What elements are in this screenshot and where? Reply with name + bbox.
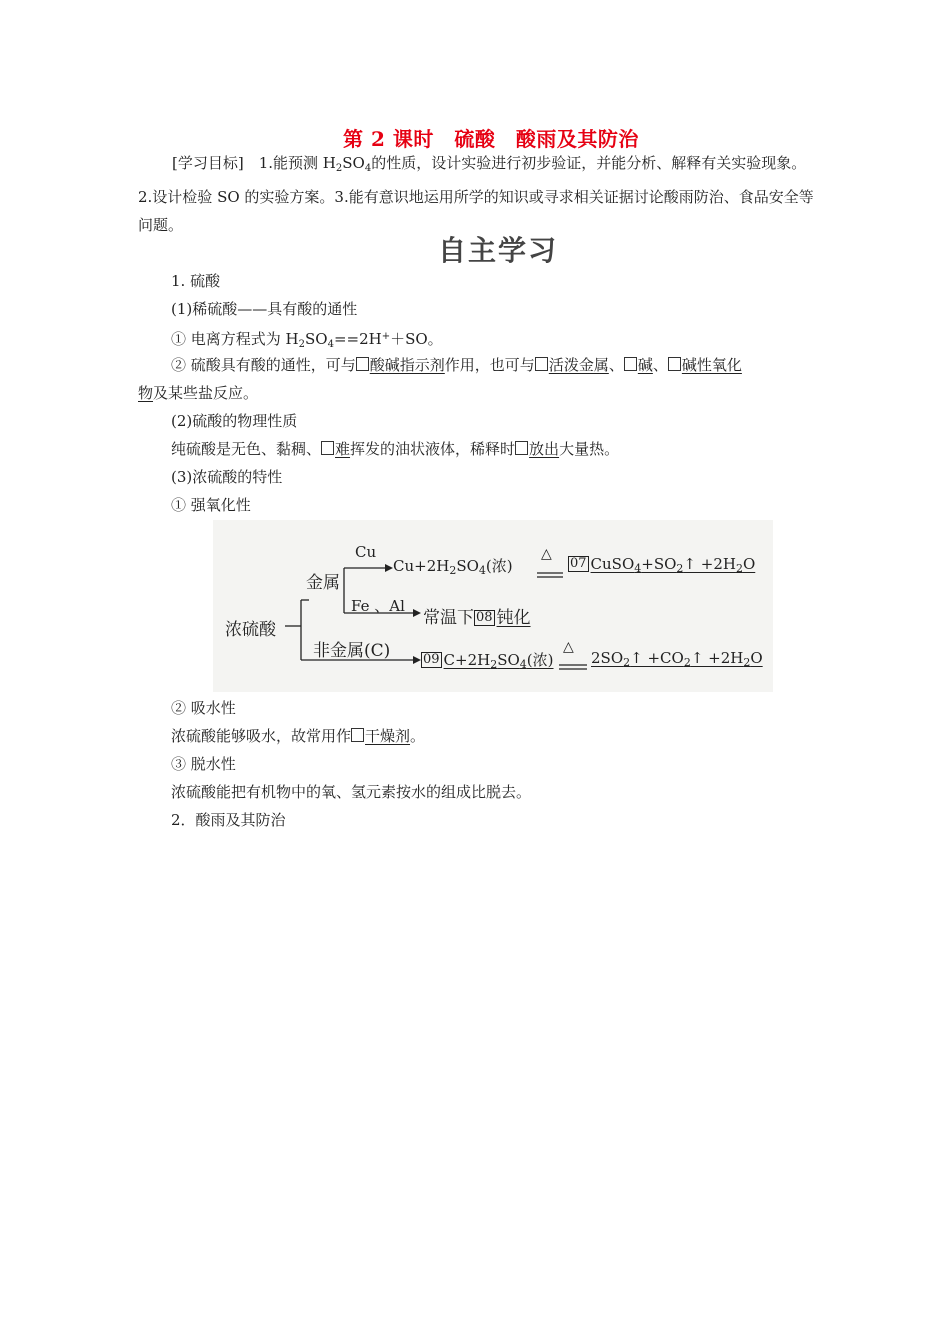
branch-cu: Cu — [355, 543, 377, 561]
delta-icon: △ — [541, 546, 552, 562]
blank-number-07: 07 — [570, 556, 587, 571]
acid-properties-line-cont: 物及某些盐反应。 — [138, 384, 259, 402]
reaction1-products: 07 $CuSO_4+SO_2↑ +2H_2O$ — [570, 555, 756, 575]
blank-number-08: 08 — [476, 610, 493, 625]
blank-box-icon — [351, 728, 364, 742]
branch-fe-al: Fe 、Al — [351, 597, 405, 615]
heading-physical-properties: (2)硫酸的物理性质 — [171, 412, 298, 430]
water-absorption-line: 浓硫酸能够吸水，故常用作 干燥剂。 — [171, 727, 426, 745]
learning-objectives: [学习目标] 1.能预测 $H_2SO_4$的性质，设计实验进行初步验证，并能分析、解释有关实验现象。2.设计检验 SO 的实验方案。3.能有意识地运用所学的知识或寻求相关证据讨论酸雨防治、食品安全等问题。 — [138, 154, 814, 234]
branch-nonmetal: 非金属(C) — [313, 641, 391, 661]
reaction3-products: $2SO_2↑$ $+CO_2↑ +2H_2O$ — [591, 649, 763, 669]
reaction2-passivation: 常温下 08 钝化 — [423, 608, 531, 628]
blank-nonvolatile: 难 — [321, 440, 350, 458]
blank-box-icon — [624, 357, 637, 371]
heading-oxidizing: ① 强氧化性 — [171, 496, 251, 514]
blank-box-icon — [356, 357, 369, 371]
heading-sulfuric-acid: 1. 硫酸 — [171, 272, 221, 290]
reaction1-reactants: $Cu+2H_2SO_4$(浓) — [393, 557, 513, 577]
blank-base: 碱 — [624, 356, 653, 374]
branch-metal: 金属 — [306, 573, 340, 593]
reaction-diagram — [213, 520, 773, 692]
delta-icon: △ — [563, 639, 574, 655]
heading-water-absorption: ② 吸水性 — [171, 699, 236, 717]
acid-properties-line: ② 硫酸具有酸的通性，可与 酸碱指示剂作用，也可与 活泼金属、 碱、 碱性氧化 — [171, 356, 742, 374]
blank-release: 放出 — [515, 440, 559, 458]
reaction3-equation: 09 $C+2H_2SO_4$(浓) — [423, 651, 554, 671]
blank-basic-oxide: 碱性氧化 — [668, 356, 742, 374]
heading-dehydration: ③ 脱水性 — [171, 755, 236, 773]
physical-properties-line: 纯硫酸是无色、黏稠、 难挥发的油状液体，稀释时 放出大量热。 — [171, 440, 620, 458]
blank-box-icon — [535, 357, 548, 371]
page-title: 第 2 课时 硫酸 酸雨及其防治 — [343, 127, 639, 151]
section-heading: 自主学习 — [438, 234, 559, 267]
blank-box-icon — [515, 441, 528, 455]
heading-dilute-acid: (1)稀硫酸——具有酸的通性 — [171, 300, 358, 318]
heading-acid-rain: 2．酸雨及其防治 — [171, 811, 286, 829]
blank-box-icon — [668, 357, 681, 371]
blank-indicator: 酸碱指示剂 — [356, 356, 445, 374]
root-conc-acid: 浓硫酸 — [225, 620, 276, 640]
blank-number-09: 09 — [423, 652, 440, 667]
heading-concentrated-properties: (3)浓硫酸的特性 — [171, 468, 283, 486]
ionization-equation: ① 电离方程式为 $H_2SO_4==2H^++SO$。 — [171, 330, 443, 350]
dehydration-line: 浓硫酸能把有机物中的氧、氢元素按水的组成比脱去。 — [171, 783, 532, 801]
blank-box-icon — [321, 441, 334, 455]
blank-active-metal: 活泼金属 — [535, 356, 609, 374]
blank-desiccant: 干燥剂 — [351, 727, 410, 745]
